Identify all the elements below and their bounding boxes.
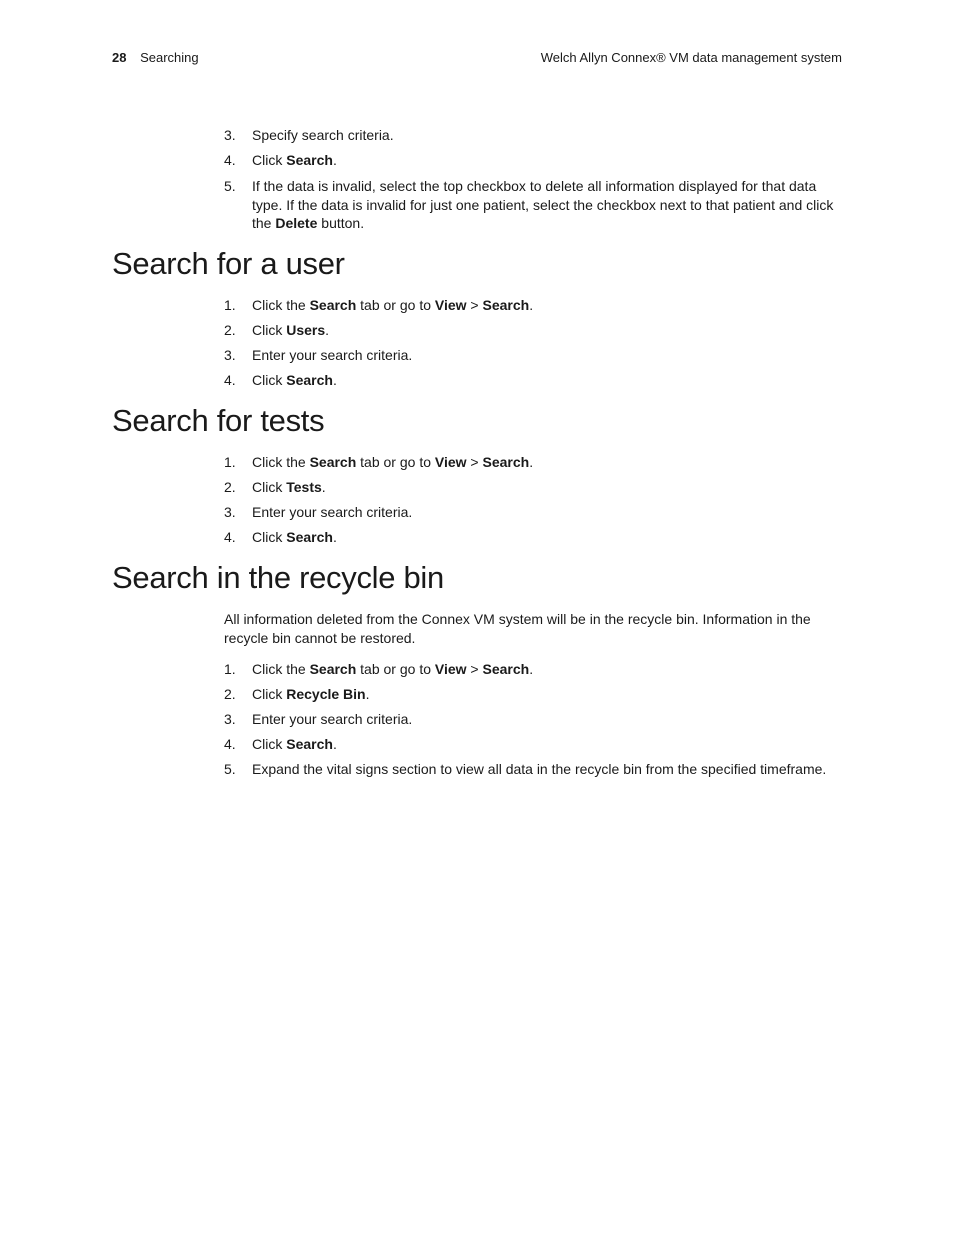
step-number: 2.: [224, 686, 236, 702]
ui-term: Recycle Bin: [286, 686, 366, 702]
step-text: .: [529, 454, 534, 470]
step-number: 1.: [224, 661, 236, 677]
step-list-search-tests: [224, 453, 844, 553]
step-number: 4.: [224, 529, 236, 545]
step-list-search-recycle-bin: [224, 660, 844, 785]
step-text: .: [365, 686, 370, 702]
step-text: Click: [252, 152, 287, 168]
step-text: .: [321, 479, 326, 495]
section-name: Searching: [140, 50, 199, 65]
ui-term: Search: [309, 661, 357, 677]
step-text: If the data is invalid, select the top checkbox to delete all information displayed for that data type. If the data is invalid for just one patient, select the checkbox next to that patient and click the: [252, 178, 834, 231]
list-item: [224, 296, 844, 315]
ui-term: Search: [309, 454, 357, 470]
ui-term: Search: [482, 454, 530, 470]
step-text: >: [466, 454, 483, 470]
list-item: [224, 321, 844, 340]
step-text: tab or go to: [356, 661, 435, 677]
list-item: [224, 528, 844, 547]
step-number: 1.: [224, 454, 236, 470]
heading-search-recycle-bin: Search in the recycle bin: [112, 560, 444, 595]
step-text: Click: [252, 736, 287, 752]
heading-search-tests: Search for tests: [112, 403, 325, 438]
step-text: Click: [252, 529, 287, 545]
document-title: Welch Allyn Connex® VM data management system: [540, 50, 842, 65]
list-item: [224, 346, 844, 365]
ui-term: View: [434, 661, 467, 677]
list-item: [224, 478, 844, 497]
ui-term: Search: [286, 152, 333, 168]
step-text: Click: [252, 686, 287, 702]
step-text: Click the: [252, 454, 310, 470]
step-number: 4.: [224, 372, 236, 388]
step-text: Click: [252, 479, 287, 495]
recycle-bin-intro: All information deleted from the Connex VM system will be in the recycle bin. Information in the recycle bin cannot be restored.: [224, 611, 811, 646]
list-item: [224, 660, 844, 679]
heading-search-user: Search for a user: [112, 246, 345, 281]
ui-term: Search: [286, 372, 333, 388]
step-number: 3.: [224, 347, 236, 363]
step-text: Click: [252, 322, 287, 338]
header-left: [112, 50, 199, 65]
list-item: [224, 151, 844, 170]
step-text: >: [466, 661, 483, 677]
step-number: 5.: [224, 178, 236, 194]
list-item: [224, 126, 844, 145]
step-number: 3.: [224, 504, 236, 520]
ui-term: View: [434, 454, 467, 470]
step-number: 5.: [224, 761, 236, 777]
step-text: Enter your search criteria.: [252, 504, 413, 520]
list-item: [224, 453, 844, 472]
list-item: [224, 177, 844, 233]
step-number: 3.: [224, 127, 236, 143]
list-item: [224, 371, 844, 390]
step-number: 2.: [224, 322, 236, 338]
step-list-search-user: [224, 296, 844, 396]
ui-term: Tests: [286, 479, 322, 495]
step-text: .: [529, 661, 534, 677]
step-text: Click the: [252, 661, 310, 677]
step-text: .: [325, 322, 330, 338]
step-text: Click: [252, 372, 287, 388]
list-item: [224, 735, 844, 754]
step-number: 4.: [224, 736, 236, 752]
step-text: .: [332, 372, 337, 388]
list-item: [224, 503, 844, 522]
step-text: .: [529, 297, 534, 313]
step-text: >: [466, 297, 483, 313]
step-text: .: [332, 152, 337, 168]
step-text: Click the: [252, 297, 310, 313]
list-item: [224, 685, 844, 704]
step-text: .: [332, 529, 337, 545]
list-item: [224, 710, 844, 729]
step-number: 2.: [224, 479, 236, 495]
list-item: [224, 760, 844, 779]
ui-term: Search: [286, 529, 333, 545]
ui-term: View: [434, 297, 467, 313]
step-text: Enter your search criteria.: [252, 711, 413, 727]
step-text: button.: [317, 215, 365, 231]
step-text: tab or go to: [356, 297, 435, 313]
step-number: 4.: [224, 152, 236, 168]
step-text: .: [332, 736, 337, 752]
ui-term: Search: [286, 736, 333, 752]
step-number: 3.: [224, 711, 236, 727]
step-text: Specify search criteria.: [252, 127, 394, 143]
ui-term: Search: [309, 297, 357, 313]
page-header: [112, 50, 842, 68]
ui-term: Users: [286, 322, 326, 338]
ui-term: Search: [482, 661, 530, 677]
page-number: 28: [112, 50, 127, 65]
intro-step-list: [224, 126, 844, 233]
step-text: Expand the vital signs section to view all data in the recycle bin from the specified timeframe.: [252, 761, 827, 777]
ui-term: Search: [482, 297, 530, 313]
step-text: Enter your search criteria.: [252, 347, 413, 363]
ui-term: Delete: [275, 215, 318, 231]
step-number: 1.: [224, 297, 236, 313]
step-text: tab or go to: [356, 454, 435, 470]
